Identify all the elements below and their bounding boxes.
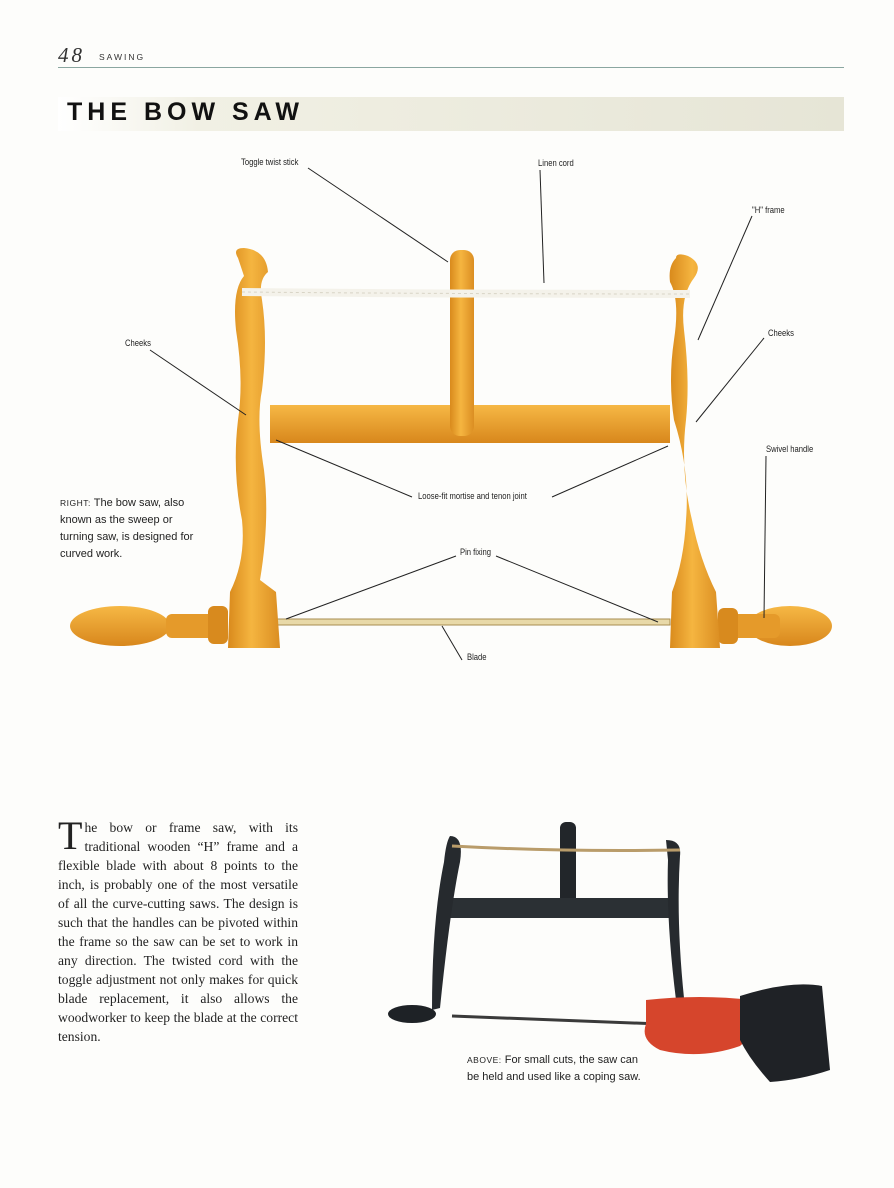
- blade: [276, 619, 670, 625]
- left-handle: [70, 606, 170, 646]
- caption-above: [467, 1052, 652, 1086]
- label-linen-cord: Linen cord: [538, 158, 574, 168]
- label-cheeks-left: Cheeks: [125, 338, 151, 348]
- label-toggle-twist-stick: Toggle twist stick: [241, 157, 299, 167]
- label-cheeks-right: Cheeks: [768, 328, 794, 338]
- caption-above-prefix: ABOVE:: [467, 1055, 502, 1065]
- caption-right-text: The bow saw, also known as the sweep or turning saw, is designed for curved work.: [60, 497, 194, 560]
- coping-saw-photo: [388, 822, 830, 1082]
- label-pin-fixing: Pin fixing: [460, 547, 492, 557]
- drop-cap: T: [58, 813, 83, 858]
- toggle-stick: [450, 250, 474, 436]
- sleeve: [740, 984, 830, 1082]
- caption-right: [60, 495, 200, 563]
- label-swivel-handle: Swivel handle: [766, 444, 814, 454]
- bow-saw-illustration: [70, 248, 832, 648]
- body-paragraph: [58, 813, 298, 1046]
- red-glove: [645, 997, 755, 1054]
- caption-right-prefix: RIGHT:: [60, 498, 91, 508]
- label-mortise-tenon-joint: Loose-fit mortise and tenon joint: [418, 491, 527, 501]
- label-blade: Blade: [467, 652, 487, 662]
- label-h-frame: "H" frame: [752, 205, 785, 215]
- section-title: SAWING: [99, 52, 146, 62]
- left-cheek: [228, 248, 280, 648]
- right-cheek: [670, 254, 720, 648]
- body-text: he bow or frame saw, with its traditional wooden “H” frame and a flexible blade with about 8 points to the inch, is probably one of the most versatile of all the curve-cutting saws. The design is such that the handles can be pivoted within the frame so the saw can be set to work in any direction. The twisted cord with the toggle adjustment not only makes for quick blade replacement, it also allows the woodworker to keep the blade at the correct tension.: [58, 820, 298, 1044]
- caption-above-text: For small cuts, the saw can be held and used like a coping saw.: [467, 1054, 641, 1083]
- page-title: THE BOW SAW: [67, 98, 304, 126]
- page-number: 48: [58, 43, 85, 67]
